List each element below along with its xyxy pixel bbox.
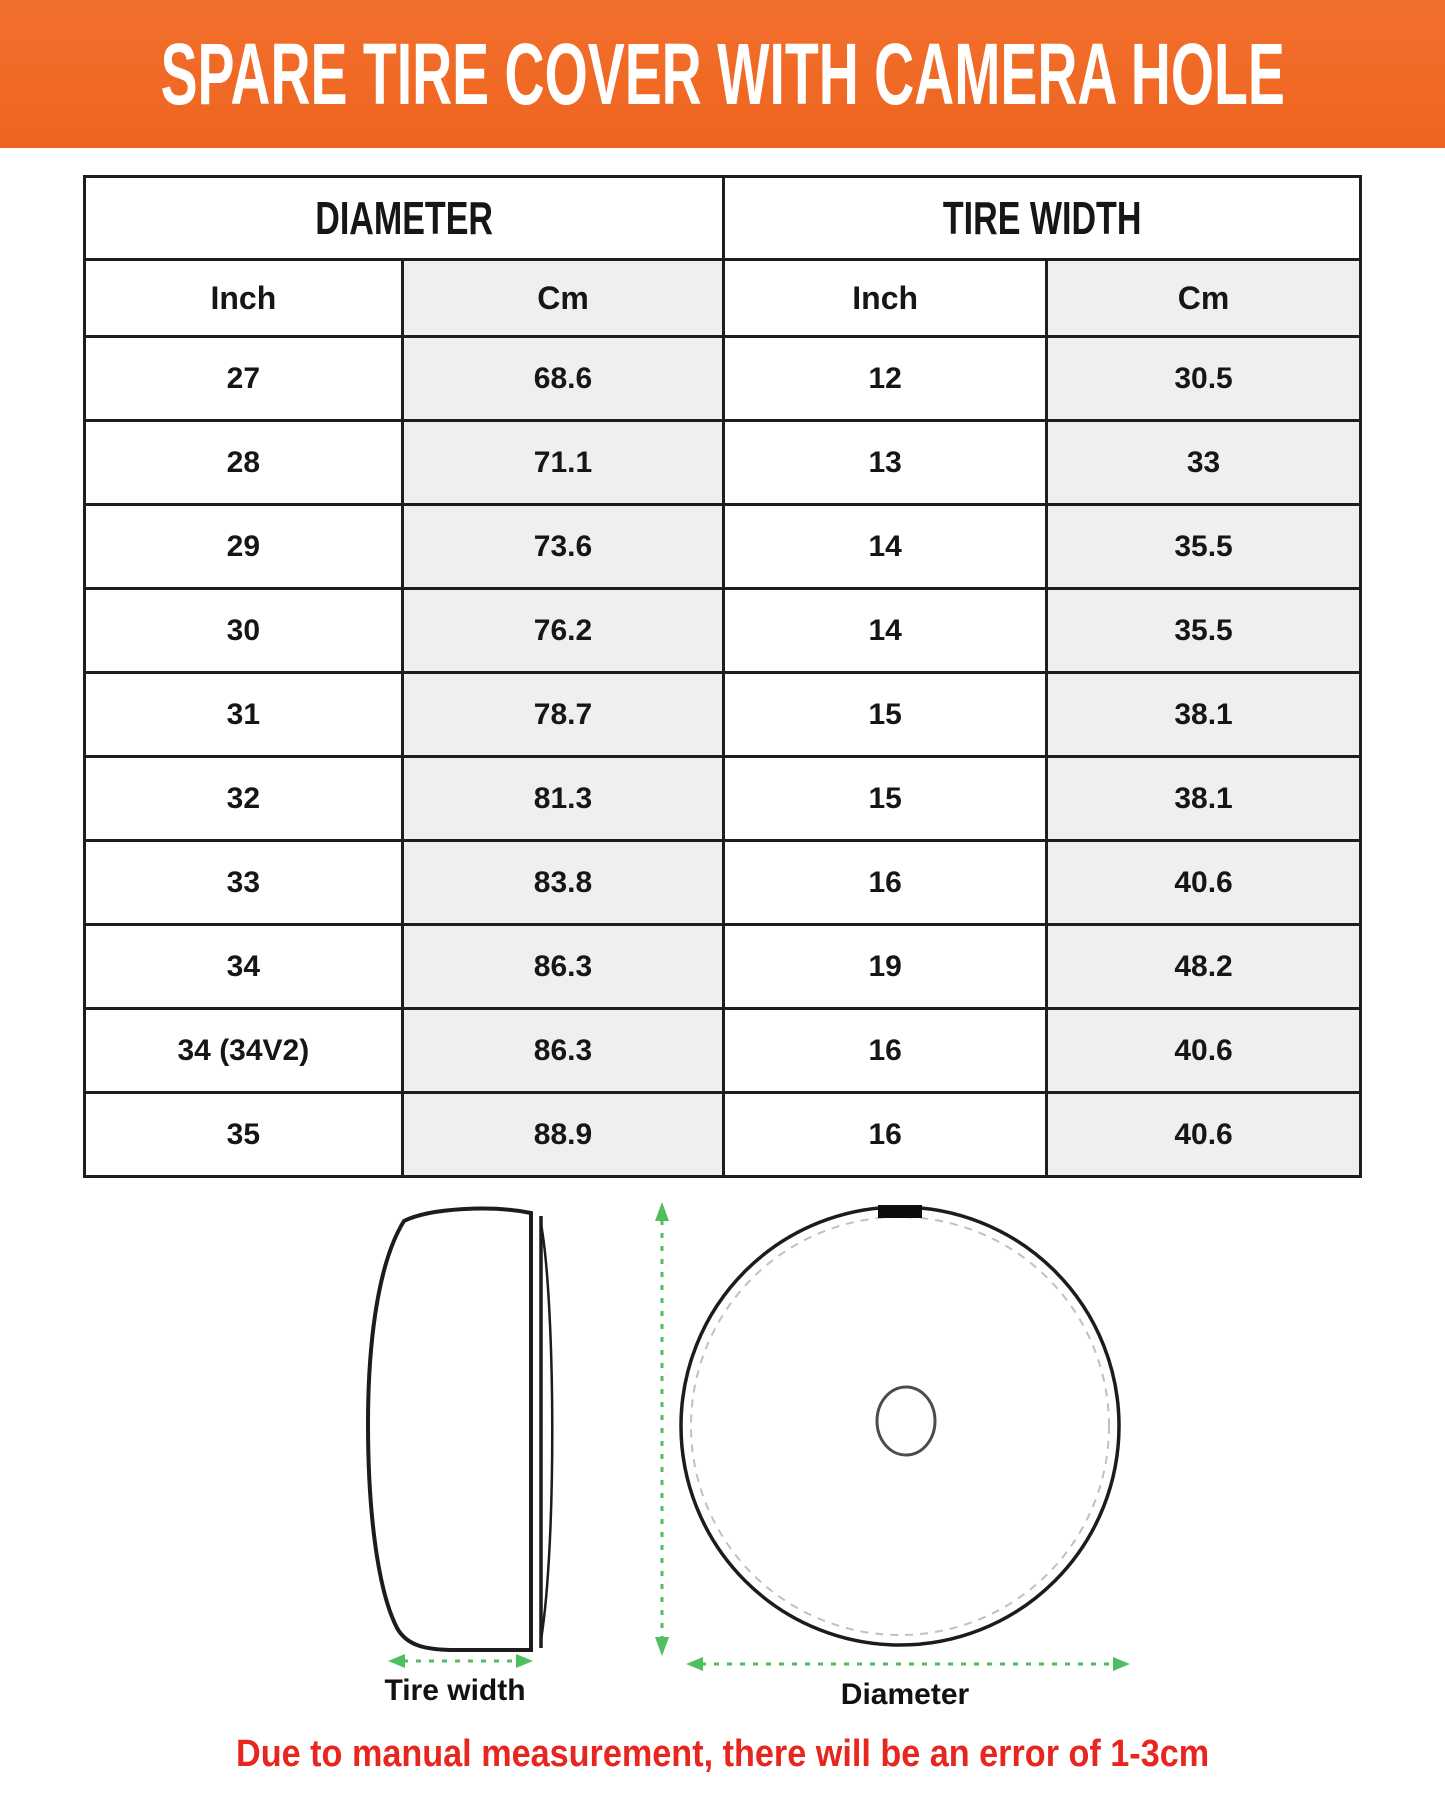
table-col-header-cm-width: Cm [1047, 260, 1361, 337]
table-cell: 15 [724, 673, 1047, 757]
table-cell: 30.5 [1047, 337, 1361, 421]
table-col-header-inch-diameter: Inch [85, 260, 403, 337]
measurement-note [0, 1733, 1445, 1776]
table-cell: 73.6 [402, 505, 724, 589]
table-cell: 76.2 [402, 589, 724, 673]
table-group-header-tire-width: TIRE WIDTH [724, 177, 1361, 260]
table-cell: 29 [85, 505, 403, 589]
table-cell: 30 [85, 589, 403, 673]
table-cell: 16 [724, 1093, 1047, 1177]
table-cell: 16 [724, 841, 1047, 925]
measurement-note-text: Due to manual measurement, there will be an error of 1-3cm [235, 1733, 1210, 1775]
table-cell: 48.2 [1047, 925, 1361, 1009]
table-cell: 40.6 [1047, 1093, 1361, 1177]
tire-side-view [368, 1209, 552, 1650]
table-cell: 33 [1047, 421, 1361, 505]
table-cell: 13 [724, 421, 1047, 505]
table-cell: 35 [85, 1093, 403, 1177]
table-cell: 34 (34V2) [85, 1009, 403, 1093]
table-cell: 14 [724, 505, 1047, 589]
table-cell: 83.8 [402, 841, 724, 925]
table-cell: 12 [724, 337, 1047, 421]
table-cell: 14 [724, 589, 1047, 673]
table-cell: 71.1 [402, 421, 724, 505]
table-cell: 86.3 [402, 1009, 724, 1093]
table-cell: 68.6 [402, 337, 724, 421]
table-cell: 38.1 [1047, 757, 1361, 841]
table-col-header-cm-diameter: Cm [402, 260, 724, 337]
table-cell: 40.6 [1047, 841, 1361, 925]
diameter-arrow-horizontal [686, 1657, 1130, 1671]
table-cell: 34 [85, 925, 403, 1009]
table-cell: 16 [724, 1009, 1047, 1093]
table-cell: 27 [85, 337, 403, 421]
table-cell: 88.9 [402, 1093, 724, 1177]
table-cell: 31 [85, 673, 403, 757]
top-notch [878, 1205, 922, 1218]
table-cell: 81.3 [402, 757, 724, 841]
table-cell: 28 [85, 421, 403, 505]
table-cell: 38.1 [1047, 673, 1361, 757]
table-cell: 32 [85, 757, 403, 841]
table-cell: 19 [724, 925, 1047, 1009]
diameter-arrow-vertical [655, 1202, 669, 1656]
table-cell: 15 [724, 757, 1047, 841]
tire-width-label: Tire width [384, 1674, 526, 1707]
tire-front-view [681, 1205, 1119, 1645]
table-cell: 33 [85, 841, 403, 925]
table-cell: 35.5 [1047, 505, 1361, 589]
camera-hole [877, 1387, 935, 1455]
table-cell: 40.6 [1047, 1009, 1361, 1093]
diameter-label: Diameter [840, 1678, 970, 1711]
table-col-header-inch-width: Inch [724, 260, 1047, 337]
table-cell: 78.7 [402, 673, 724, 757]
tire-width-arrow [388, 1654, 533, 1668]
table-group-header-diameter: DIAMETER [85, 177, 724, 260]
table-cell: 86.3 [402, 925, 724, 1009]
table-cell: 35.5 [1047, 589, 1361, 673]
page-title: SPARE TIRE COVER WITH CAMERA HOLE [160, 24, 1285, 123]
